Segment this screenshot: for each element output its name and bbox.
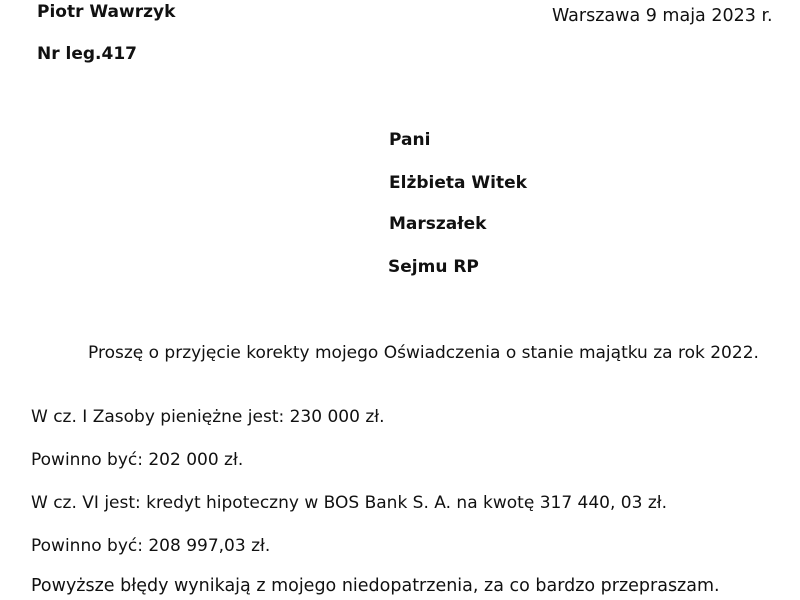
letter-date: Warszawa 9 maja 2023 r. (552, 6, 773, 26)
body-line-corrected-cash: Powinno być: 202 000 zł. (31, 450, 244, 470)
recipient-name: Elżbieta Witek (389, 173, 527, 193)
sender-legitimation: Nr leg.417 (37, 44, 137, 64)
recipient-title: Marszałek (389, 214, 487, 234)
recipient-salutation: Pani (389, 130, 431, 150)
recipient-institution: Sejmu RP (388, 257, 479, 277)
body-line-current-cash: W cz. I Zasoby pieniężne jest: 230 000 zł. (31, 407, 385, 427)
body-line-corrected-mortgage: Powinno być: 208 997,03 zł. (31, 536, 271, 556)
body-line-apology: Powyższe błędy wynikają z mojego niedopatrzenia, za co bardzo przepraszam. (31, 576, 720, 596)
body-line-current-mortgage: W cz. VI jest: kredyt hipoteczny w BOS Bank S. A. na kwotę 317 440, 03 zł. (31, 493, 667, 513)
body-intro-paragraph: Proszę o przyjęcie korekty mojego Oświadczenia o stanie majątku za rok 2022. (88, 343, 759, 363)
sender-name: Piotr Wawrzyk (37, 2, 176, 22)
